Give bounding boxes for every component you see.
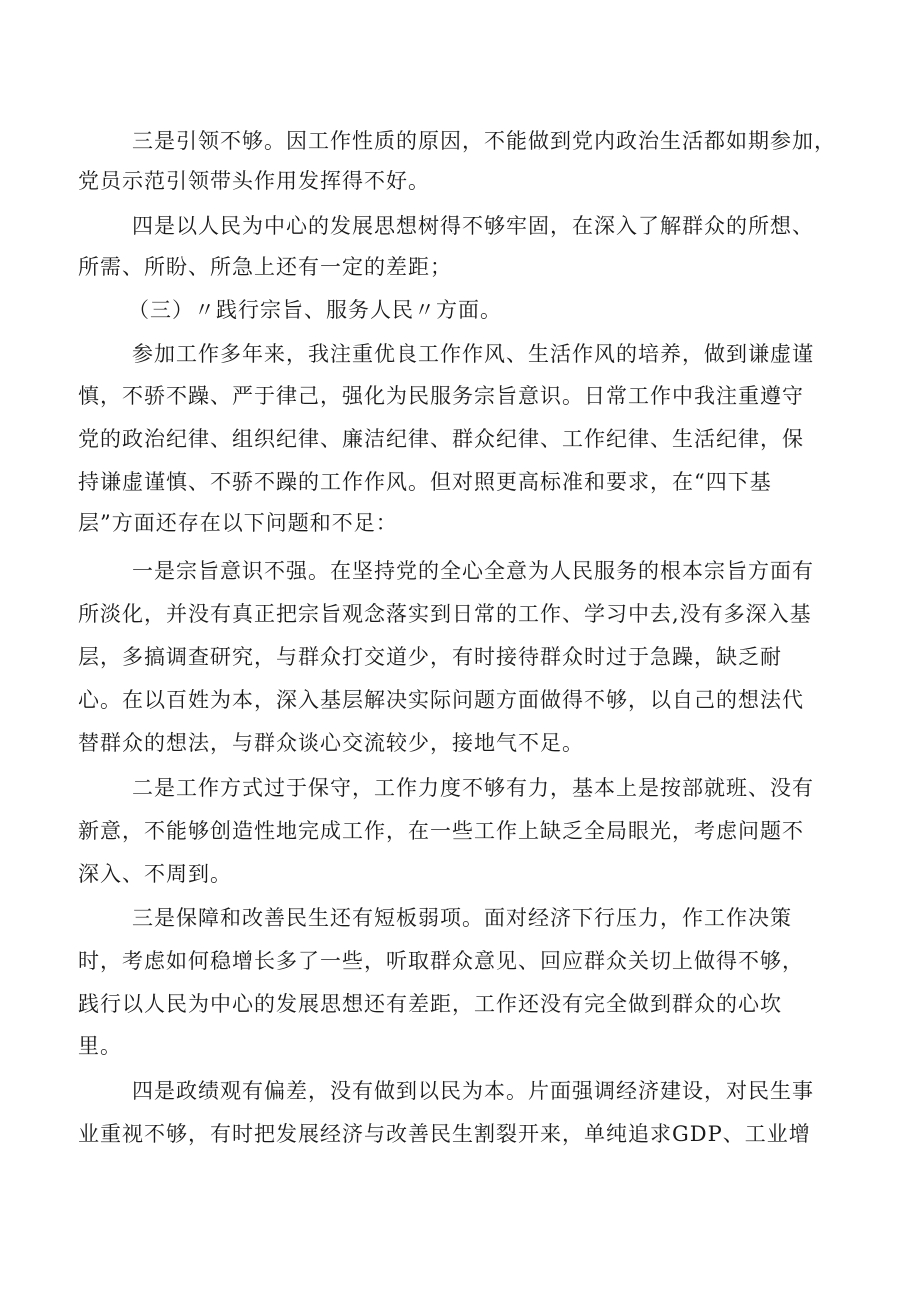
paragraph-line: 深入、不周到。 [78, 862, 232, 886]
paragraph-line: 层”方面还存在以下问题和不足： [78, 511, 398, 535]
paragraph-line: 业重视不够，有时把发展经济与改善民生割裂开来，单纯追求GDP、工业增 [78, 1122, 811, 1146]
paragraph-line: 里。 [78, 1034, 122, 1058]
paragraph-line: 党员示范引领带头作用发挥得不好。 [78, 169, 430, 193]
paragraph-line: 二是工作方式过于保守，工作力度不够有力，基本上是按部就班、没有 [132, 776, 814, 800]
paragraph-line: 替群众的想法，与群众谈心交流较少，接地气不足。 [78, 731, 584, 755]
paragraph-line: 党的政治纪律、组织纪律、廉洁纪律、群众纪律、工作纪律、生活纪律，保 [78, 427, 804, 451]
paragraph-line: 层，多搞调查研究，与群众打交道少，有时接待群众时过于急躁，缺乏耐 [78, 645, 782, 669]
paragraph-line: 心。在以百姓为本，深入基层解决实际问题方面做得不够，以自己的想法代 [78, 688, 804, 712]
paragraph-line: 践行以人民为中心的发展思想还有差距，工作还没有完全做到群众的心坎 [78, 992, 782, 1016]
section-heading: （三）〃践行宗旨、服务人民〃方面。 [128, 298, 502, 322]
paragraph-line: 四是政绩观有偏差，没有做到以民为本。片面强调经济建设，对民生事 [132, 1079, 814, 1103]
paragraph-line: 持谦虚谨慎、不骄不躁的工作作风。但对照更高标准和要求，在“四下基 [78, 470, 772, 494]
paragraph-line: 新意，不能够创造性地完成工作，在一些工作上缺乏全局眼光，考虑问题不 [78, 819, 804, 843]
paragraph-line: 所需、所盼、所急上还有一定的差距； [78, 255, 452, 279]
paragraph-line: 参加工作多年来，我注重优良工作作风、生活作风的培养，做到谦虚谨 [132, 342, 814, 366]
paragraph-line: 四是以人民为中心的发展思想树得不够牢固，在深入了解群众的所想、 [132, 214, 814, 238]
paragraph-line: 三是保障和改善民生还有短板弱项。面对经济下行压力，作工作决策 [132, 906, 792, 930]
paragraph-line: 一是宗旨意识不强。在坚持党的全心全意为人民服务的根本宗旨方面有 [132, 559, 814, 583]
paragraph-line: 三是引领不够。因工作性质的原因，不能做到党内政治生活都如期参加， [132, 129, 836, 153]
paragraph-line: 慎，不骄不躁、严于律己，强化为民服务宗旨意识。日常工作中我注重遵守 [78, 384, 804, 408]
paragraph-line: 时，考虑如何稳增长多了一些，听取群众意见、回应群众关切上做得不够， [78, 949, 804, 973]
paragraph-line: 所淡化，并没有真正把宗旨观念落实到日常的工作、学习中去,没有多深入基 [78, 602, 812, 626]
